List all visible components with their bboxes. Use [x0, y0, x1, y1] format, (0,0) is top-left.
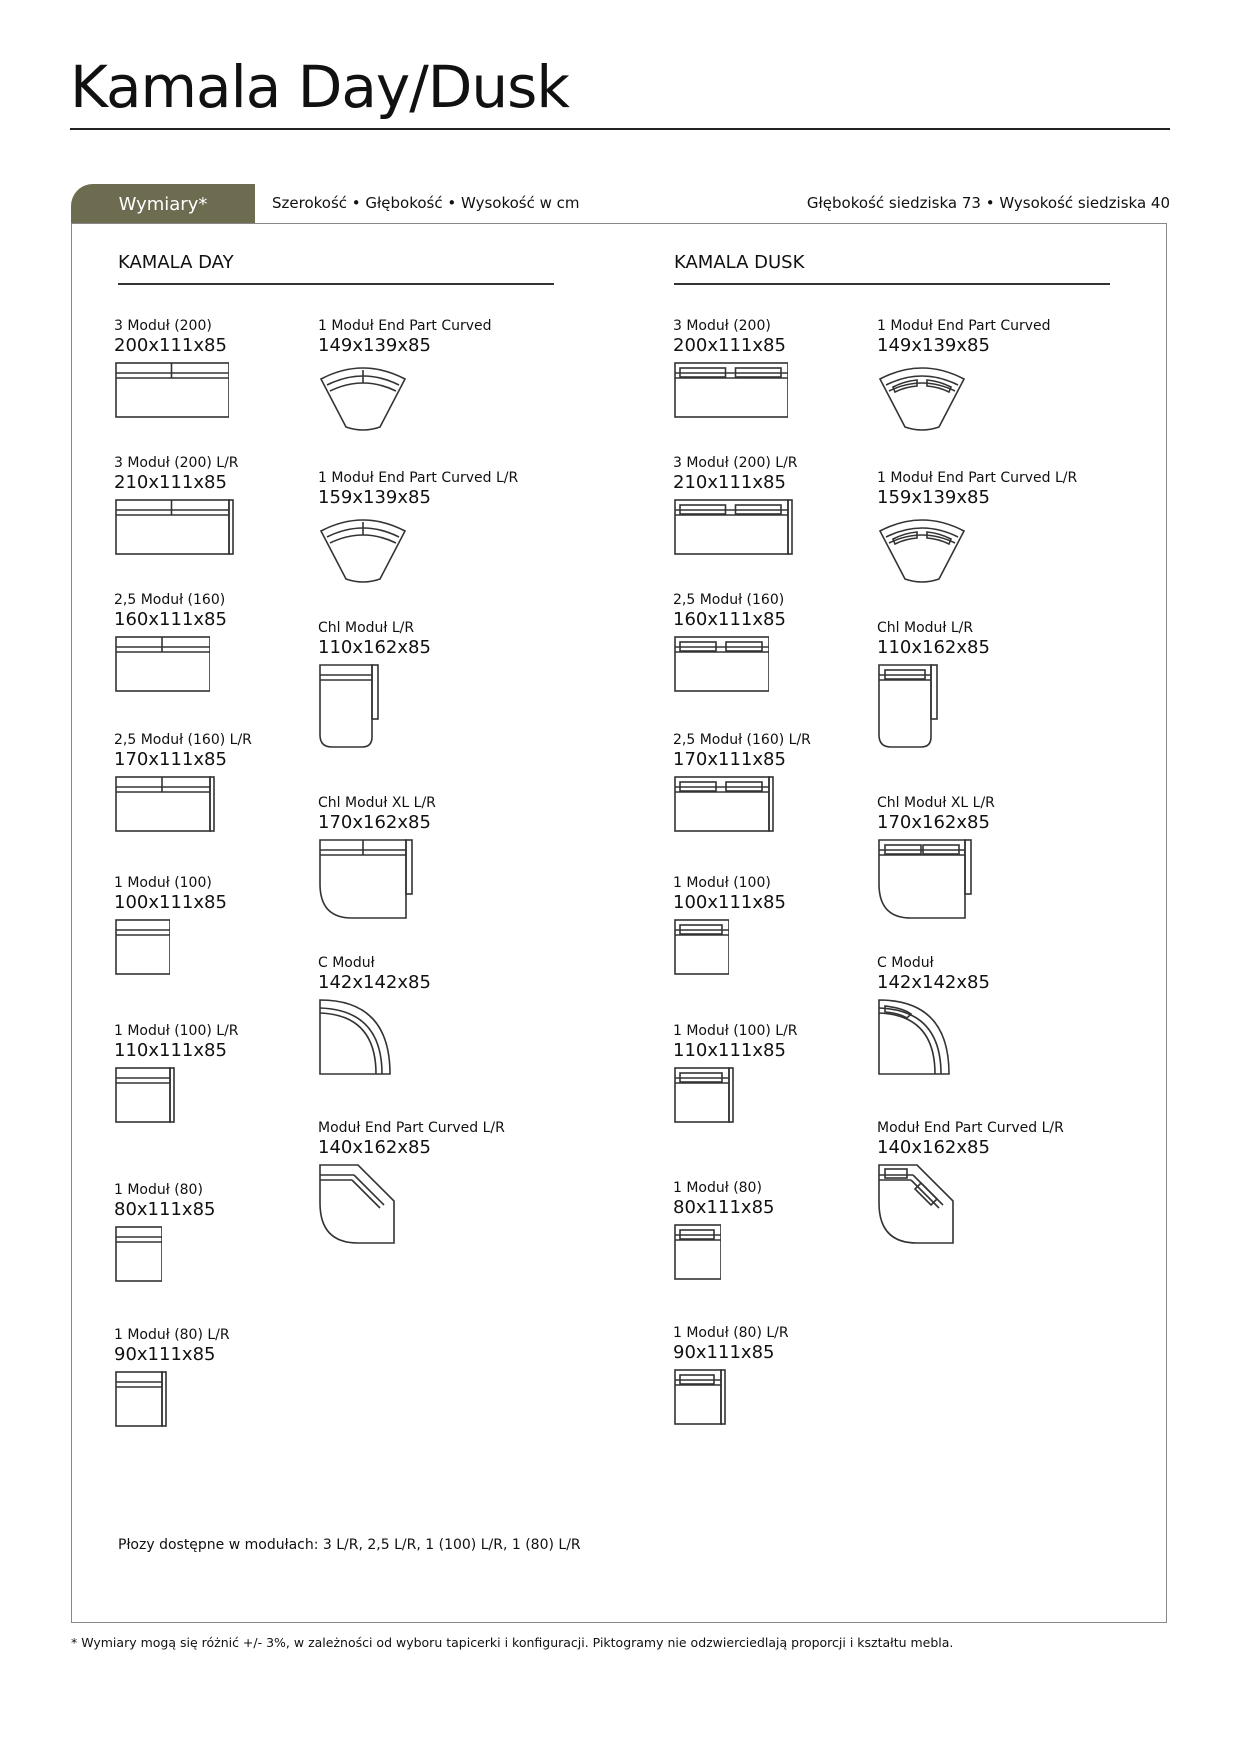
- module-dimensions: 142x142x85: [877, 972, 990, 993]
- module-name: Chl Moduł XL L/R: [318, 795, 436, 811]
- module-name: 1 Moduł (80): [673, 1180, 762, 1196]
- module-item: [114, 455, 239, 556]
- dimensions-panel: [71, 223, 1167, 1623]
- module-name: C Moduł: [318, 955, 375, 971]
- module-name: 2,5 Moduł (160): [673, 592, 785, 608]
- module-item: [877, 955, 990, 1076]
- module-dimensions: 110x111x85: [114, 1040, 227, 1061]
- seat-info: Głębokość siedziska 73 • Wysokość siedziska 40: [806, 194, 1170, 212]
- module-item: [673, 592, 786, 693]
- module-item: [877, 470, 1077, 583]
- sofa-2-5-module-icon: [114, 635, 210, 693]
- section-title-day: KAMALA DAY: [118, 252, 234, 273]
- module-end-part-curved-icon: [318, 1163, 398, 1245]
- footnote: * Wymiary mogą się różnić +/- 3%, w zależności od wyboru tapicerki i konfiguracji. Piktogramy nie odzwierciedlają proporcji i kształtu mebla.: [71, 1635, 954, 1650]
- sofa-1-module-80-icon: [673, 1223, 721, 1281]
- module-dimensions: 149x139x85: [318, 335, 431, 356]
- module-name: 2,5 Moduł (160) L/R: [673, 732, 811, 748]
- module-dimensions: 80x111x85: [673, 1197, 775, 1218]
- module-name: Chl Moduł L/R: [318, 620, 415, 636]
- module-name: 3 Moduł (200): [673, 318, 771, 334]
- module-item: [318, 955, 431, 1076]
- curved-end-part-icon: [877, 361, 967, 431]
- module-item: [877, 318, 1051, 431]
- module-dimensions: 200x111x85: [673, 335, 786, 356]
- module-item: [673, 318, 788, 419]
- corner-module-icon: [877, 998, 952, 1076]
- module-dimensions: 210x111x85: [673, 472, 786, 493]
- chaise-module-icon: [318, 663, 380, 749]
- sofa-3-module-icon: [673, 361, 788, 419]
- module-dimensions: 142x142x85: [318, 972, 431, 993]
- module-dimensions: 100x111x85: [673, 892, 786, 913]
- module-dimensions: 160x111x85: [114, 609, 227, 630]
- sofa-1-module-100-lr-icon: [673, 1066, 737, 1124]
- module-dimensions: 140x162x85: [318, 1137, 431, 1158]
- sofa-1-module-100-icon: [114, 918, 170, 976]
- module-name: Chl Moduł XL L/R: [877, 795, 995, 811]
- module-name: 1 Moduł (100): [673, 875, 771, 891]
- sofa-3-module-lr-icon: [673, 498, 796, 556]
- module-item: [673, 1325, 789, 1426]
- corner-module-icon: [318, 998, 393, 1076]
- module-name: 1 Moduł End Part Curved: [318, 318, 492, 334]
- module-dimensions: 90x111x85: [114, 1344, 216, 1365]
- section-title-dusk: KAMALA DUSK: [674, 252, 805, 273]
- module-item: [673, 1023, 798, 1124]
- module-item: [318, 318, 492, 431]
- title-divider: [70, 128, 1170, 130]
- module-item: [114, 1327, 230, 1428]
- module-dimensions: 149x139x85: [877, 335, 990, 356]
- module-end-part-curved-icon: [877, 1163, 957, 1245]
- sofa-1-module-100-icon: [673, 918, 729, 976]
- module-dimensions: 90x111x85: [673, 1342, 775, 1363]
- chaise-module-icon: [877, 663, 939, 749]
- module-item: [673, 1180, 774, 1281]
- page-title: Kamala Day/Dusk: [70, 53, 569, 121]
- sofa-2-5-module-lr-icon: [673, 775, 777, 833]
- module-item: [114, 1182, 215, 1283]
- module-dimensions: 159x139x85: [877, 487, 990, 508]
- module-dimensions: 170x162x85: [318, 812, 431, 833]
- module-name: 3 Moduł (200) L/R: [673, 455, 798, 471]
- module-name: 1 Moduł (100): [114, 875, 212, 891]
- module-name: 1 Moduł End Part Curved: [877, 318, 1051, 334]
- module-item: [114, 592, 227, 693]
- sofa-1-module-100-lr-icon: [114, 1066, 178, 1124]
- module-item: [114, 318, 229, 419]
- module-item: [877, 1120, 1064, 1245]
- sofa-3-module-lr-icon: [114, 498, 237, 556]
- module-name: Moduł End Part Curved L/R: [318, 1120, 505, 1136]
- module-dimensions: 160x111x85: [673, 609, 786, 630]
- module-dimensions: 110x162x85: [318, 637, 431, 658]
- module-dimensions: 159x139x85: [318, 487, 431, 508]
- module-dimensions: 210x111x85: [114, 472, 227, 493]
- sofa-1-module-80-lr-icon: [114, 1370, 170, 1428]
- module-name: 2,5 Moduł (160): [114, 592, 226, 608]
- module-name: 1 Moduł (80) L/R: [114, 1327, 230, 1343]
- runners-note: Płozy dostępne w modułach: 3 L/R, 2,5 L/R, 1 (100) L/R, 1 (80) L/R: [118, 1537, 581, 1553]
- module-name: 1 Moduł (100) L/R: [673, 1023, 798, 1039]
- module-name: C Moduł: [877, 955, 934, 971]
- module-item: [673, 455, 798, 556]
- module-dimensions: 110x111x85: [673, 1040, 786, 1061]
- module-dimensions: 170x162x85: [877, 812, 990, 833]
- module-name: 1 Moduł (80) L/R: [673, 1325, 789, 1341]
- module-dimensions: 170x111x85: [673, 749, 786, 770]
- module-name: 3 Moduł (200) L/R: [114, 455, 239, 471]
- module-name: Chl Moduł L/R: [877, 620, 974, 636]
- dimensions-tab-label: Wymiary*: [118, 193, 208, 215]
- sofa-1-module-80-icon: [114, 1225, 162, 1283]
- curved-end-part-lr-icon: [318, 513, 408, 583]
- module-item: [318, 795, 436, 920]
- module-dimensions: 140x162x85: [877, 1137, 990, 1158]
- module-item: [877, 620, 990, 749]
- chaise-module-xl-icon: [318, 838, 414, 920]
- section-divider-day: [118, 283, 554, 285]
- module-item: [114, 1023, 239, 1124]
- module-item: [877, 795, 995, 920]
- module-dimensions: 80x111x85: [114, 1199, 216, 1220]
- module-name: 1 Moduł (100) L/R: [114, 1023, 239, 1039]
- chaise-module-xl-icon: [877, 838, 973, 920]
- module-name: 1 Moduł End Part Curved L/R: [318, 470, 519, 486]
- curved-end-part-icon: [318, 361, 408, 431]
- units-info: Szerokość • Głębokość • Wysokość w cm: [272, 194, 580, 212]
- module-name: 1 Moduł (80): [114, 1182, 203, 1198]
- module-item: [318, 470, 518, 583]
- module-item: [114, 875, 227, 976]
- module-name: Moduł End Part Curved L/R: [877, 1120, 1064, 1136]
- module-name: 1 Moduł End Part Curved L/R: [877, 470, 1078, 486]
- module-name: 3 Moduł (200): [114, 318, 212, 334]
- dimensions-tab: [71, 184, 255, 224]
- section-divider-dusk: [674, 283, 1110, 285]
- module-dimensions: 100x111x85: [114, 892, 227, 913]
- sofa-2-5-module-icon: [673, 635, 769, 693]
- sofa-3-module-icon: [114, 361, 229, 419]
- module-dimensions: 200x111x85: [114, 335, 227, 356]
- module-dimensions: 170x111x85: [114, 749, 227, 770]
- module-item: [673, 732, 811, 833]
- module-dimensions: 110x162x85: [877, 637, 990, 658]
- module-item: [318, 620, 431, 749]
- module-item: [114, 732, 252, 833]
- module-item: [318, 1120, 505, 1245]
- module-name: 2,5 Moduł (160) L/R: [114, 732, 252, 748]
- sofa-2-5-module-lr-icon: [114, 775, 218, 833]
- module-item: [673, 875, 786, 976]
- curved-end-part-lr-icon: [877, 513, 967, 583]
- sofa-1-module-80-lr-icon: [673, 1368, 729, 1426]
